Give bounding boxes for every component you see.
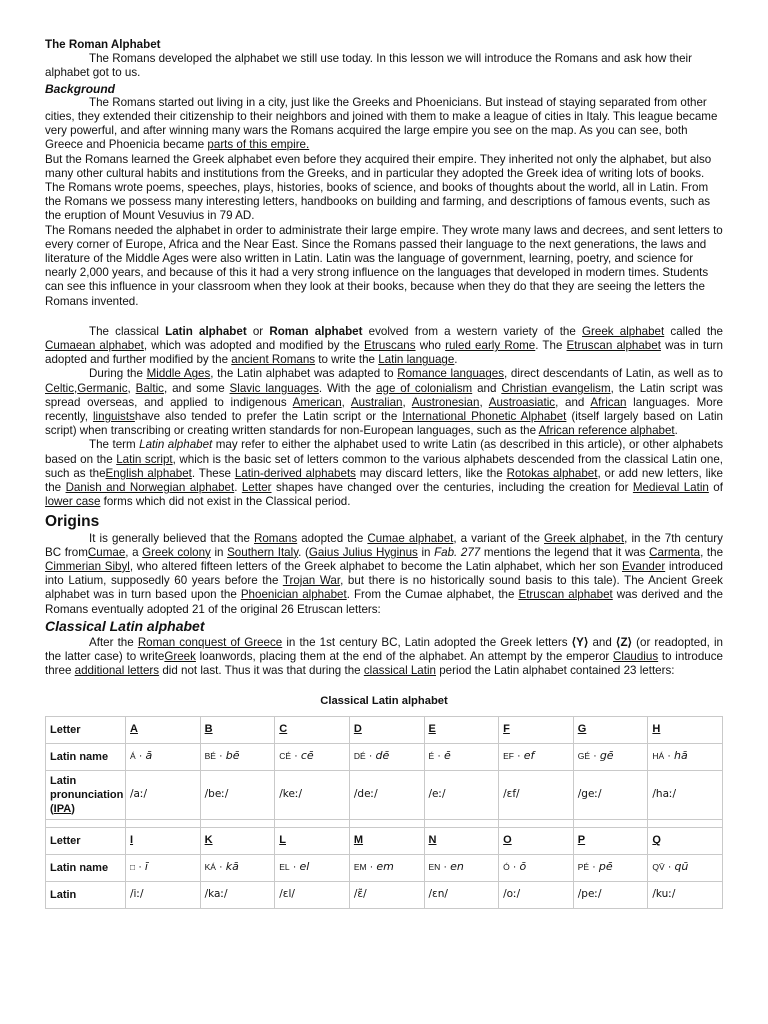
paragraph-text: , the — [700, 545, 724, 559]
letter-link[interactable]: C — [275, 716, 350, 743]
wiki-link[interactable]: Greek colony — [142, 545, 211, 559]
wiki-link[interactable]: Etruscans — [364, 339, 416, 353]
paragraph-text: The classical — [89, 324, 166, 338]
wiki-link[interactable]: Cumae — [87, 545, 126, 559]
wiki-link[interactable]: lower case — [45, 495, 101, 509]
wiki-link[interactable]: Greek alphabet — [582, 324, 665, 338]
pronunciation-label: Latin pronunciation ( — [50, 774, 124, 815]
pronunciation-cell: /beː/ — [200, 770, 275, 819]
wiki-link[interactable]: classical Latin — [363, 664, 437, 678]
latin-name-caps: Ó — [503, 862, 510, 873]
paragraph-text: After the — [89, 635, 138, 649]
letter-link[interactable]: H — [648, 716, 723, 743]
wiki-link[interactable]: Cumae alphabet — [367, 531, 454, 545]
row-label-letter: Letter — [46, 827, 126, 854]
separator-dot: · — [514, 750, 524, 763]
spacer-cell — [275, 819, 350, 827]
row-label-latin-name: Latin name — [46, 854, 126, 881]
pronunciation-row — [46, 770, 723, 819]
row-label-latin-name: Latin name — [46, 743, 126, 770]
separator-dot: · — [434, 750, 444, 763]
spacer-cell — [46, 819, 126, 827]
wiki-link[interactable]: Etruscan alphabet — [566, 339, 661, 353]
paragraph-text: to introduce three — [45, 649, 723, 678]
wiki-link[interactable]: American — [292, 395, 342, 409]
paragraph-text: to write the — [315, 353, 379, 367]
latin-name-lower: ō — [519, 860, 527, 874]
spacer-cell — [349, 819, 424, 827]
paragraph-text: called the — [664, 324, 723, 338]
separator-dot: · — [440, 861, 451, 874]
latin-name-row — [46, 854, 723, 881]
latin-name-lower: ē — [443, 749, 451, 763]
wiki-link[interactable]: International Phonetic Alphabet — [402, 410, 567, 424]
paragraph-text: . The — [535, 339, 567, 353]
bold-term: ⟨Y⟩ — [571, 635, 589, 649]
background-paragraph-2: But the Romans learned the Greek alphabet even before they acquired their empire. They inherited not only the alphabet, but also many other cultural habits and institutions from the Greeks, and in particular they adopted the Greek idea of writing lots of books. The Romans wrote poems, speeches, plays, histories, books of science, and books of thoughts about the world, all in Latin. From the Romans we possess many interesting letters, handbooks on building and farming, and descriptions of famous events, such as the eruption of Mount Vesuvius in 79 AD. — [45, 152, 712, 223]
pronunciation-cell: /oː/ — [499, 881, 574, 908]
paragraph-text: , in the 7th century BC from — [45, 531, 723, 559]
wiki-link[interactable]: Cimmerian Sibyl — [45, 559, 130, 573]
paragraph-text: in — [417, 545, 435, 559]
pronunciation-cell: /keː/ — [275, 770, 350, 819]
wiki-link[interactable]: Austronesian — [411, 395, 480, 409]
latin-name-cell — [573, 854, 648, 881]
latin-name-cell — [573, 743, 648, 770]
pronunciation-cell: /iː/ — [126, 881, 201, 908]
wiki-link[interactable]: Romance languages — [397, 367, 505, 381]
spacer-cell — [200, 819, 275, 827]
paragraph-text: , but there is no historically sound basis to this tale). The Ancient Greek alphabet was in turn based upon the — [45, 574, 723, 602]
separator-dot: · — [590, 750, 600, 763]
classical-latin-heading: Classical Latin alphabet — [45, 617, 205, 634]
wiki-link[interactable]: Etruscan alphabet — [518, 588, 613, 602]
letter-link[interactable]: P — [573, 827, 648, 854]
latin-name-caps: DÉ — [353, 751, 366, 762]
letter-row — [46, 827, 723, 854]
latin-name-caps: GÉ — [577, 751, 591, 762]
paragraph-text: . — [234, 481, 242, 495]
paragraph-text: loanwords, placing them at the end of the alphabet. An attempt by the emperor — [195, 649, 614, 663]
latin-name-cell — [499, 743, 574, 770]
wiki-paragraph-1 — [45, 325, 723, 368]
separator-dot: · — [589, 861, 599, 874]
paragraph-text: have also tended to prefer the Latin script or the — [134, 410, 403, 424]
latin-name-caps: PÉ — [577, 862, 590, 873]
paragraph-text: , a — [125, 545, 143, 559]
wiki-link[interactable]: Romans — [253, 531, 298, 545]
paragraph-text: . — [454, 353, 458, 367]
pronunciation-cell: /kaː/ — [200, 881, 275, 908]
paragraph-text: (itself largely based on Latin script) when transcribing or creating written standards for non-European languages, such as the — [45, 410, 723, 438]
spacer-cell — [126, 819, 201, 827]
paragraph-text: . From the Cumae alphabet, the — [346, 588, 519, 602]
separator-dot: · — [135, 861, 145, 874]
wiki-link[interactable]: age of colonialism — [376, 381, 473, 395]
paragraph-text: was derived and the Romans eventually adopted 21 of the original 26 Etruscan letters: — [45, 588, 723, 616]
italic-term: Latin alphabet — [139, 438, 213, 452]
separator-dot: · — [215, 750, 226, 763]
paragraph-text: , a variant of the — [453, 531, 545, 545]
latin-name-cell — [349, 743, 424, 770]
latin-name-caps: Á — [130, 751, 136, 762]
paragraph-text: was in turn adopted and further modified by the — [45, 339, 723, 367]
paragraph-text: , and — [555, 395, 591, 409]
letter-link[interactable]: G — [573, 716, 648, 743]
pronunciation-cell: /eː/ — [424, 770, 499, 819]
paragraph-text: The term — [89, 438, 140, 452]
bold-term: Latin alphabet — [165, 324, 247, 338]
latin-name-cell — [349, 854, 424, 881]
latin-name-lower: dē — [375, 749, 390, 763]
letter-link[interactable]: N — [424, 827, 499, 854]
wiki-link[interactable]: Latin-derived alphabets — [234, 466, 356, 480]
paragraph-text: mentions the legend that it was — [480, 545, 650, 559]
latin-name-cell — [648, 743, 723, 770]
latin-name-lower: em — [376, 860, 394, 874]
latin-name-lower: en — [450, 860, 464, 874]
latin-name-lower: qū — [674, 860, 689, 874]
latin-name-caps: HÁ — [652, 751, 665, 762]
spacer-cell — [499, 819, 574, 827]
letter-link[interactable]: E — [424, 716, 499, 743]
latin-name-cell — [275, 743, 350, 770]
wiki-link[interactable]: Austroasiatic — [488, 395, 556, 409]
latin-name-cell — [424, 854, 499, 881]
background-text: The Romans started out living in a city, just like the Greeks and Phoenicians. But instead of staying separated from other cities, they extended their citizenship to their neighbors and joined with them to make a league of cities in Italy. This league became very powerful, and after winning many wars the Romans acquired the large empire you see on the map. As you can see, both Greece and Phoenicia became — [45, 95, 718, 152]
paragraph-text: , the Latin alphabet was adapted to — [210, 367, 398, 381]
paragraph-text: or — [246, 324, 270, 338]
wiki-link[interactable]: Evander — [622, 559, 666, 573]
paragraph-text: did not last. Thus it was that during the — [159, 664, 364, 678]
latin-name-lower: ī — [144, 860, 148, 874]
paragraph-text: shapes have changed over the centuries, including the creation for — [271, 481, 633, 495]
separator-dot: · — [289, 861, 300, 874]
letter-link[interactable]: D — [349, 716, 424, 743]
wiki-link[interactable]: additional letters — [74, 664, 160, 678]
latin-name-caps: EM — [353, 862, 367, 873]
paragraph-text: introduced into Latium, supposedly 60 years before the — [45, 559, 723, 588]
wiki-link[interactable]: Greek alphabet — [544, 531, 625, 545]
wiki-link[interactable]: Middle Ages — [146, 367, 211, 381]
latin-name-lower: bē — [225, 749, 240, 763]
intro-paragraph: The Romans developed the alphabet we still use today. In this lesson we will introduce the Romans and ask how their alphabet got to us. — [45, 52, 692, 80]
latin-name-caps: EL — [279, 862, 290, 873]
spacer-cell — [648, 819, 723, 827]
paragraph-text: in — [210, 545, 228, 559]
latin-name-caps: EN — [428, 862, 441, 873]
table-caption: Classical Latin alphabet — [320, 695, 448, 708]
separator-dot: · — [215, 861, 226, 874]
letter-link[interactable]: B — [200, 716, 275, 743]
wiki-link[interactable]: English alphabet — [105, 466, 192, 480]
wiki-link[interactable]: Trojan War — [282, 574, 341, 588]
latin-name-lower: pē — [598, 860, 613, 874]
latin-name-lower: kā — [225, 860, 239, 874]
row-label-pronunciation — [46, 770, 126, 819]
latin-name-caps: CÉ — [279, 751, 292, 762]
letter-link[interactable]: K — [200, 827, 275, 854]
letter-link[interactable]: Q — [648, 827, 723, 854]
letter-row — [46, 716, 723, 743]
bold-term: Roman alphabet — [269, 324, 363, 338]
classical-latin-paragraph — [45, 636, 723, 679]
wiki-link[interactable]: Medieval Latin — [632, 481, 709, 495]
separator-dot: · — [291, 750, 301, 763]
paragraph-text: may discard letters, like the — [355, 466, 507, 480]
letter-link[interactable]: I — [126, 827, 201, 854]
pronunciation-cell: /haː/ — [648, 770, 723, 819]
background-paragraph-1 — [45, 96, 723, 153]
separator-dot: · — [509, 861, 520, 874]
latin-name-caps: KÁ — [204, 862, 216, 873]
origins-paragraph — [45, 532, 723, 617]
wiki-paragraph-2 — [45, 367, 723, 438]
paragraph-text: , — [402, 395, 412, 409]
wiki-link[interactable]: African — [590, 395, 627, 409]
pronunciation-cell: /kuː/ — [648, 881, 723, 908]
latin-name-cell — [126, 743, 201, 770]
latin-name-lower: gē — [599, 749, 614, 763]
paragraph-text: and — [472, 381, 502, 395]
wiki-link[interactable]: Southern Italy — [227, 545, 299, 559]
paragraph-text: It is generally believed that the — [89, 531, 254, 545]
paragraph-text: , who altered fifteen letters of the Greek alphabet to become the Latin alphabet, which her son — [129, 559, 622, 573]
paragraph-text: . With the — [318, 381, 377, 395]
alphabet-table — [45, 716, 723, 909]
bold-term: ⟨Z⟩ — [615, 635, 633, 649]
wiki-link[interactable]: linguists — [92, 410, 135, 424]
wiki-link[interactable]: Roman conquest of Greece — [137, 635, 283, 649]
wiki-link[interactable]: Phoenician alphabet — [240, 588, 347, 602]
wiki-link[interactable]: Celtic — [45, 381, 74, 395]
paragraph-text: languages. More recently, — [45, 395, 723, 424]
separator-dot: · — [664, 861, 675, 874]
wiki-link[interactable]: Claudius — [613, 649, 659, 663]
separator-dot: · — [365, 750, 376, 763]
paragraph-text: evolved from a western variety of the — [362, 324, 582, 338]
origins-heading: Origins — [45, 512, 100, 530]
paragraph-text: adopted the — [297, 531, 368, 545]
wiki-link[interactable]: Baltic — [135, 381, 164, 395]
latin-name-cell — [648, 854, 723, 881]
paragraph-text: , — [341, 395, 351, 409]
letter-link[interactable]: O — [499, 827, 574, 854]
pronunciation-label-close: ) — [71, 802, 75, 815]
latin-name-lower: ā — [145, 749, 153, 763]
latin-name-row — [46, 743, 723, 770]
latin-name-lower: cē — [300, 749, 314, 763]
document-body — [45, 38, 723, 909]
paragraph-text: (or readopted, in the latter case) to write — [45, 635, 723, 663]
paragraph-text: forms which did not exist in the Classical period. — [100, 495, 351, 509]
wiki-link[interactable]: Carmenta — [649, 545, 701, 559]
paragraph-text: and — [588, 635, 616, 649]
letter-link[interactable]: M — [349, 827, 424, 854]
empire-link[interactable]: parts of this empire. — [207, 138, 310, 152]
pronunciation-cell: /ɛn/ — [424, 881, 499, 908]
latin-name-cell — [424, 743, 499, 770]
paragraph-text: of — [708, 481, 723, 495]
latin-name-caps: BÉ — [204, 751, 216, 762]
latin-name-caps: EF — [503, 751, 514, 762]
separator-dot: · — [664, 750, 674, 763]
letter-link[interactable]: F — [499, 716, 574, 743]
wiki-link[interactable]: Cumaean alphabet — [45, 339, 144, 353]
paragraph-text: , — [74, 381, 78, 395]
latin-name-cell — [499, 854, 574, 881]
pronunciation-cell: /aː/ — [126, 770, 201, 819]
ipa-link[interactable]: IPA — [53, 802, 72, 815]
latin-name-lower: el — [299, 860, 310, 874]
alphabet-table-body — [46, 716, 723, 908]
paragraph-text: may refer to either the alphabet used to write Latin (as described in this article), or other alphabets based on the — [45, 438, 724, 466]
latin-name-cell — [200, 743, 275, 770]
paragraph-text: . — [674, 424, 678, 438]
paragraph-text: , which was adopted and modified by the — [143, 339, 364, 353]
paragraph-text: , or add new letters, like the — [45, 466, 723, 495]
wiki-link[interactable]: African reference alphabet — [538, 424, 675, 438]
paragraph-text: in the 1st century BC, Latin adopted the Greek letters — [282, 635, 572, 649]
wiki-link[interactable]: Latin script — [116, 452, 173, 466]
wiki-link[interactable]: Rotokas alphabet — [506, 466, 598, 480]
pronunciation-cell: /ɛ̃/ — [349, 881, 424, 908]
pronunciation-cell: /peː/ — [573, 881, 648, 908]
latin-name-caps: É — [428, 751, 435, 762]
wiki-link[interactable]: ancient Romans — [231, 353, 316, 367]
wiki-link[interactable]: Danish and Norwegian alphabet — [65, 481, 235, 495]
latin-name-caps: QV̄ — [652, 862, 665, 873]
paragraph-text: , which is the basic set of letters common to the various alphabets descended from the classical Latin one, such as the — [45, 452, 723, 480]
italic-term: Fab. 277 — [434, 545, 481, 559]
wiki-link[interactable]: ruled early Rome — [445, 339, 536, 353]
page-title: The Roman Alphabet — [45, 38, 161, 51]
paragraph-text: , — [479, 395, 489, 409]
separator-dot: · — [366, 861, 377, 874]
background-paragraph-3: The Romans needed the alphabet in order to administrate their large empire. They wrote many laws and decrees, and sent letters to every corner of Europe, Africa and the Near East. Since the Romans passed their language to the next generations, the laws and literature of the Middle Ages were also written in Latin. Latin was the language of government, learning, poetry, and science for nearly 2,000 years, and because of this it had a very strong influence on the languages that developed in modern times. Students can see this influence in your classroom when they look at their books, because when they do that they are seeing the letters the Romans invented. — [45, 223, 723, 308]
paragraph-text: , and some — [163, 381, 230, 395]
pronunciation-cell: /ɛl/ — [275, 881, 350, 908]
pronunciation-row — [46, 881, 723, 908]
background-heading: Background — [45, 81, 116, 96]
latin-name-lower: ef — [523, 749, 535, 763]
row-label-letter: Letter — [46, 716, 126, 743]
paragraph-text: , — [127, 381, 136, 395]
separator-dot: · — [135, 750, 146, 763]
wiki-link[interactable]: Gaius Julius Hyginus — [308, 545, 418, 559]
wiki-link[interactable]: Latin language — [378, 353, 455, 367]
paragraph-text: During the — [89, 367, 147, 381]
paragraph-text: period the Latin alphabet contained 23 letters: — [436, 664, 675, 678]
paragraph-text: . These — [191, 466, 235, 480]
pronunciation-cell: /ɛf/ — [499, 770, 574, 819]
spacer-cell — [573, 819, 648, 827]
wiki-paragraph-3 — [45, 438, 723, 509]
paragraph-text: who — [415, 339, 446, 353]
wiki-link[interactable]: Australian — [350, 395, 403, 409]
letter-link[interactable]: L — [275, 827, 350, 854]
latin-name-cell — [200, 854, 275, 881]
letter-link[interactable]: A — [126, 716, 201, 743]
wiki-link[interactable]: Germanic — [77, 381, 128, 395]
paragraph-text: , direct descendants of Latin, as well as to — [504, 367, 723, 381]
table-spacer-row — [46, 819, 723, 827]
pronunciation-cell: /deː/ — [349, 770, 424, 819]
spacer — [45, 309, 723, 325]
pronunciation-cell: /geː/ — [573, 770, 648, 819]
spacer-cell — [424, 819, 499, 827]
wiki-link[interactable]: Slavic languages — [229, 381, 319, 395]
wiki-link[interactable]: Greek — [164, 649, 196, 663]
row-label-pronunciation: Latin — [46, 881, 126, 908]
latin-name-caps: □ — [130, 862, 136, 873]
wiki-link[interactable]: Christian evangelism — [501, 381, 611, 395]
paragraph-text: . ( — [298, 545, 309, 559]
paragraph-text: , the Latin script was spread overseas, and applied to indigenous — [45, 381, 723, 409]
wiki-link[interactable]: Letter — [241, 481, 272, 495]
latin-name-cell — [275, 854, 350, 881]
latin-name-lower: hā — [673, 749, 688, 763]
latin-name-cell — [126, 854, 201, 881]
